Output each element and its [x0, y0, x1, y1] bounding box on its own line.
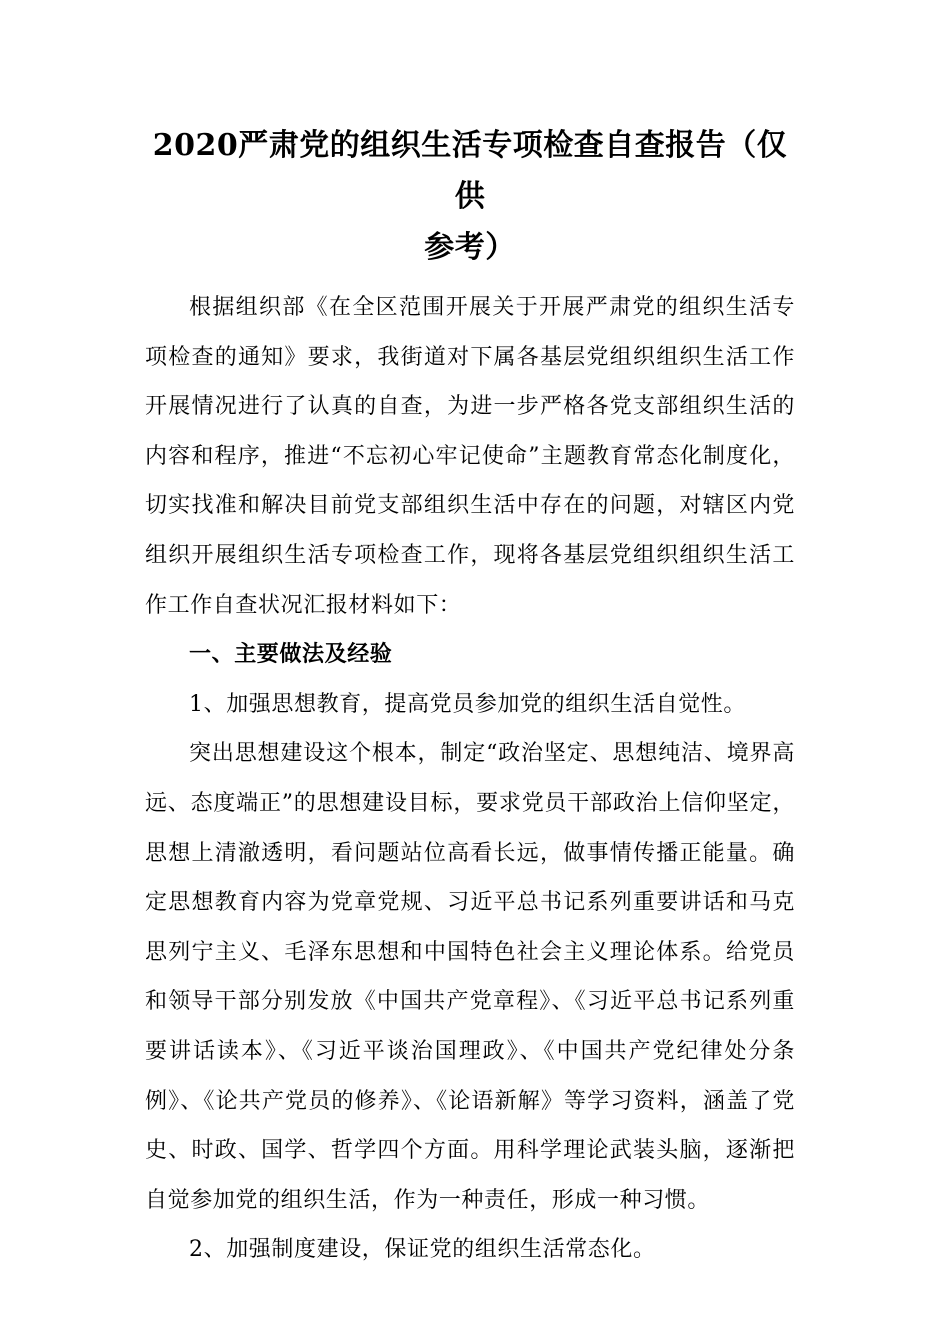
document-body: [145, 283, 795, 1275]
section-heading-1: 一、主要做法及经验: [189, 641, 393, 668]
subheading-1: 1、加强思想教育，提高党员参加党的组织生活自觉性。: [189, 691, 746, 717]
document-page: [145, 120, 795, 1275]
intro-paragraph: 根据组织部《在全区范围开展关于开展严肃党的组织生活专项检查的通知》要求，我街道对下属各基层党组织组织生活工作开展情况进行了认真的自查，为进一步严格各党支部组织生活的内容和程序，推进“不忘初心牢记使命”主题教育常态化制度化，切实找准和解决目前党支部组织生活中存在的问题，对辖区内党组织开展组织生活专项检查工作，现将各基层党组织组织生活工作工作自查状况汇报材料如下：: [145, 295, 795, 618]
title-line-1: 2020严肃党的组织生活专项检查自查报告（仅供: [152, 128, 788, 214]
title-line-2: 参考）: [424, 230, 516, 265]
body-paragraph: 突出思想建设这个根本，制定“政治坚定、思想纯洁、境界高远、态度端正”的思想建设目标，要求党员干部政治上信仰坚定，思想上清澈透明，看问题站位高看长远，做事情传播正能量。确定思想教育内容为党章党规、习近平总书记系列重要讲话和马克思列宁主义、毛泽东思想和中国特色社会主义理论体系。给党员和领导干部分别发放《中国共产党章程》、《习近平总书记系列重要讲话读本》、《习近平谈治国理政》、《中国共产党纪律处分条例》、《论共产党员的修养》、《论语新解》等学习资料，涵盖了党史、时政、国学、哲学四个方面。用科学理论武装头脑，逐渐把自觉参加党的组织生活，作为一种责任，形成一种习惯。: [145, 741, 795, 1213]
subheading-2: 2、加强制度建设，保证党的组织生活常态化。: [189, 1237, 656, 1263]
document-title: [145, 120, 795, 273]
